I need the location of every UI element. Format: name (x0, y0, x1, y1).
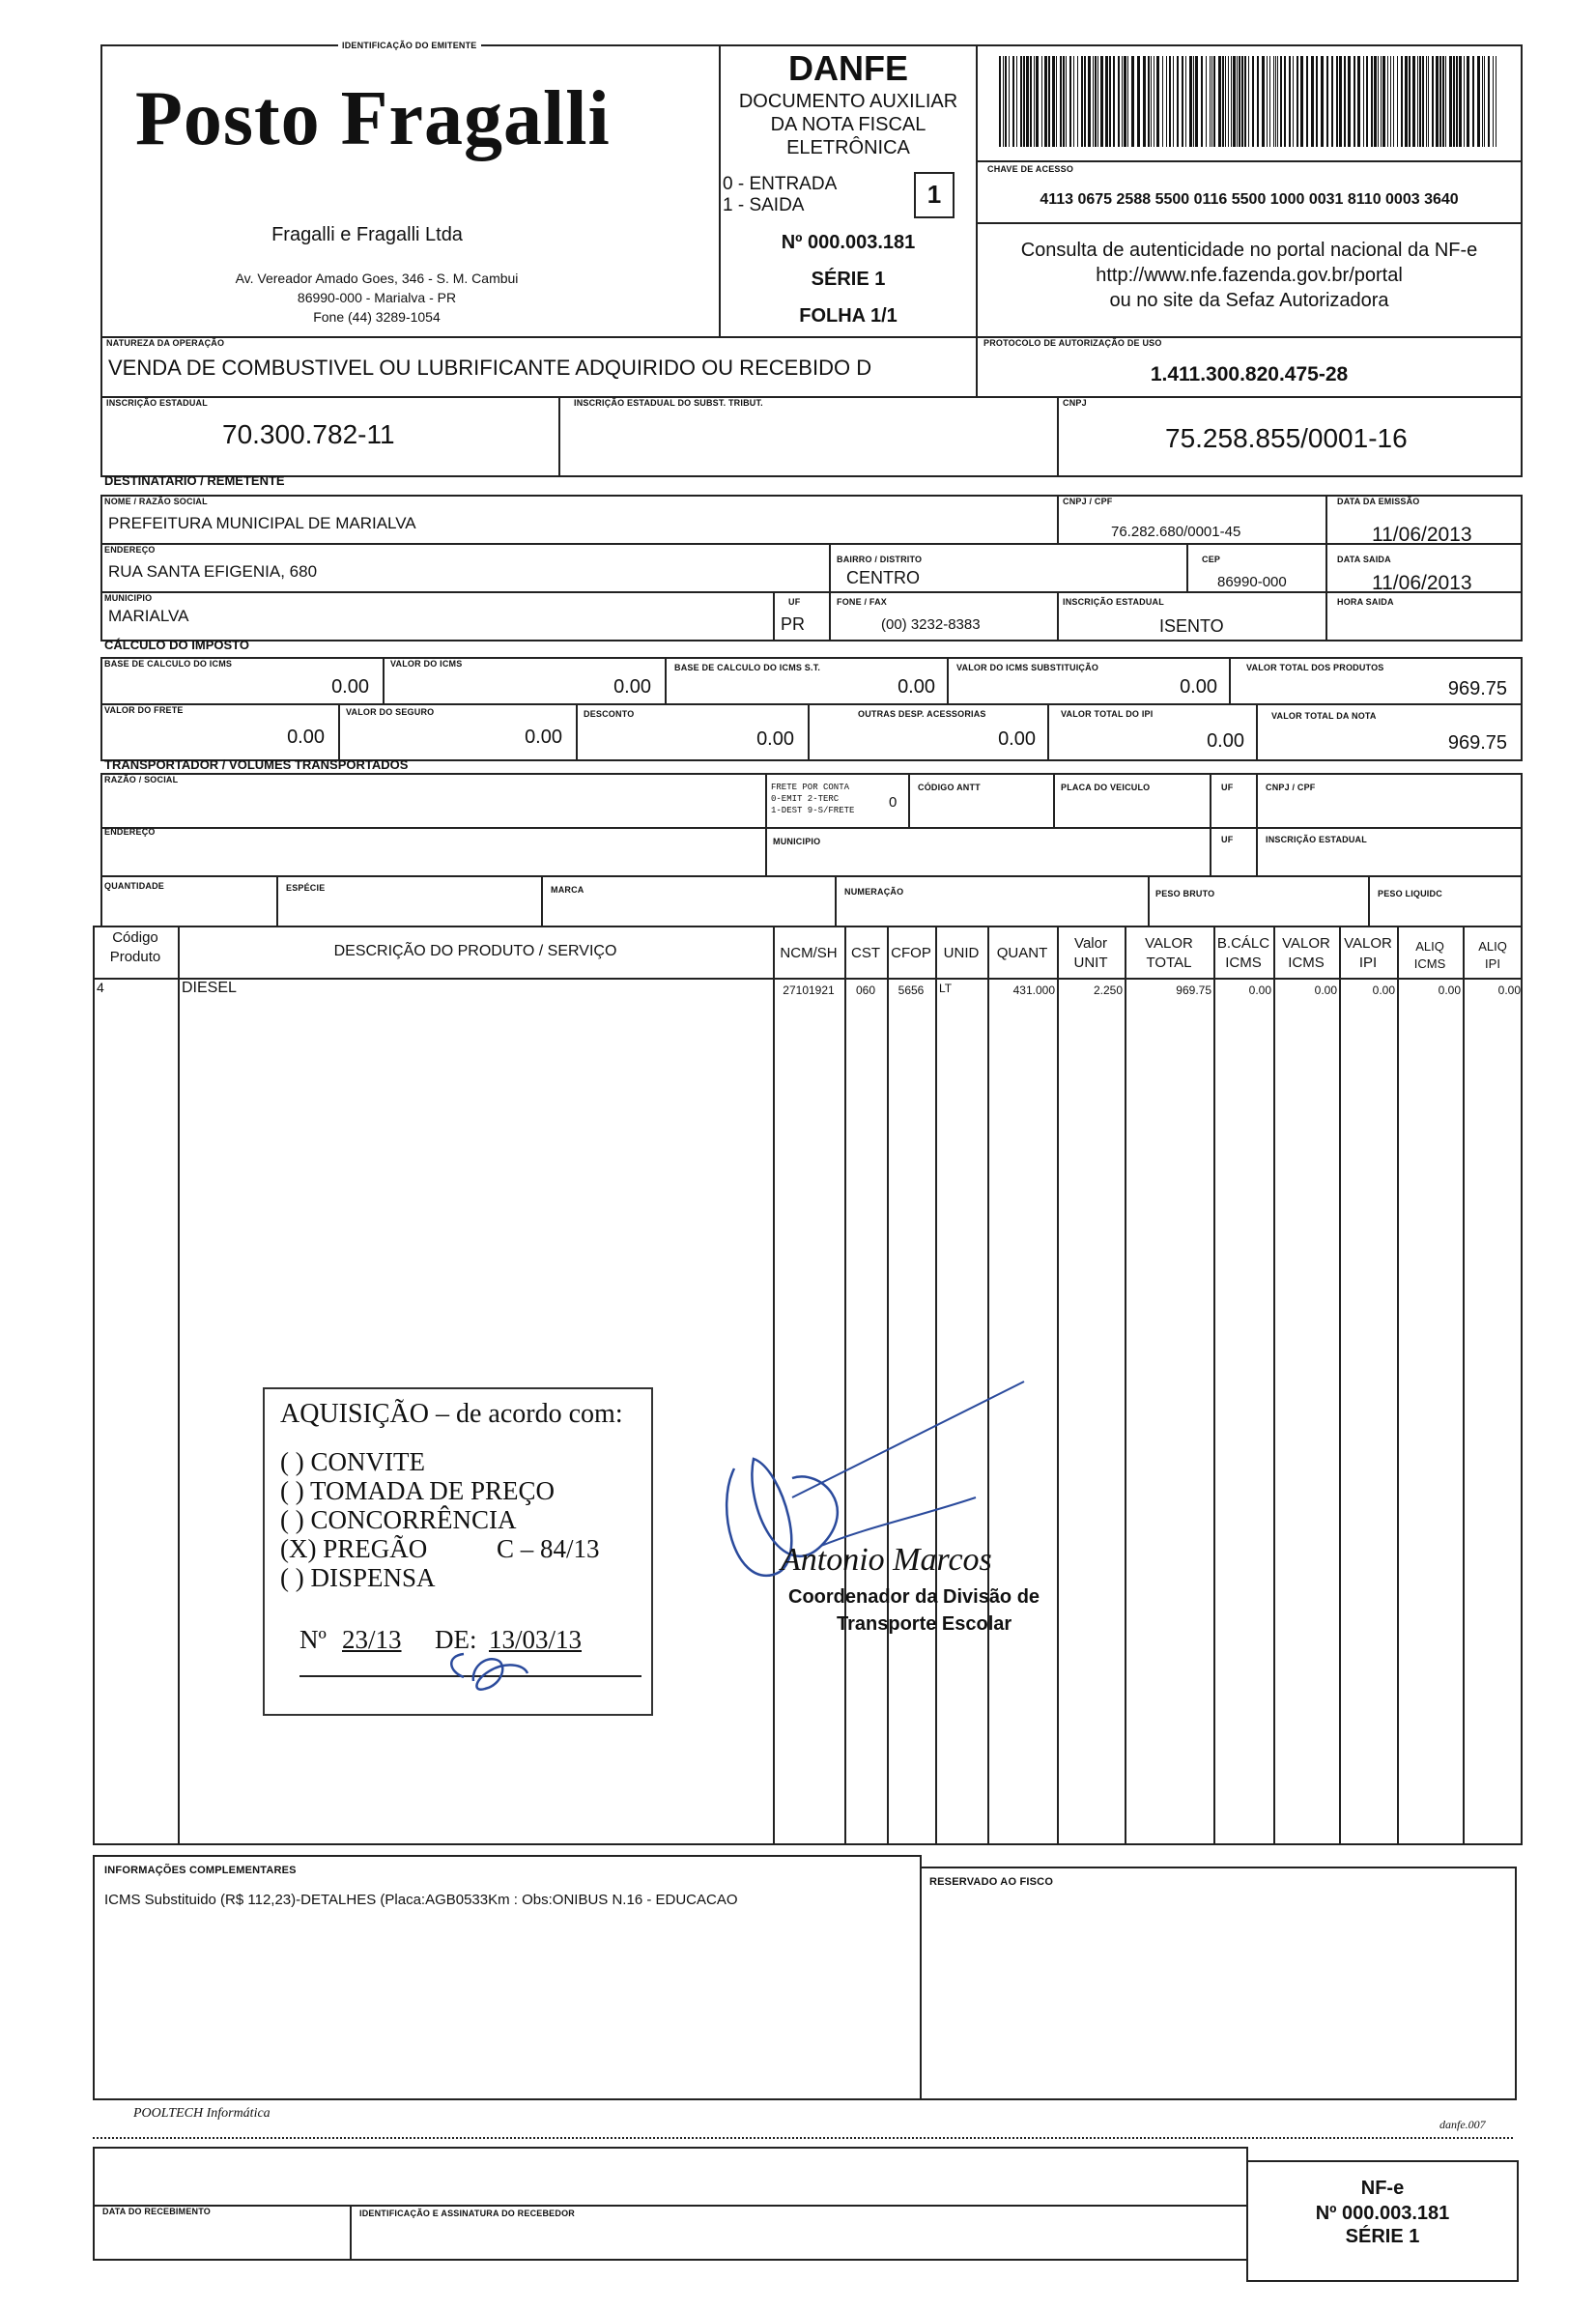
barcode-bar (1393, 56, 1394, 147)
transp-frete-2: 0-EMIT 2-TERC (771, 794, 840, 804)
transp-uf2-label: UF (1221, 835, 1234, 844)
barcode-bar (1401, 56, 1403, 147)
barcode-bar (1044, 56, 1047, 147)
signature-name: Antonio Marcos (781, 1542, 992, 1578)
barcode-bar (1084, 56, 1086, 147)
transp-ie-label: INSCRIÇÃO ESTADUAL (1266, 835, 1367, 844)
barcode-bar (1331, 56, 1333, 147)
barcode-bar (1363, 56, 1364, 147)
barcode-bar (1348, 56, 1351, 147)
total-nota-label: VALOR TOTAL DA NOTA (1271, 711, 1377, 721)
danfe-subtitle-3: ELETRÔNICA (786, 137, 910, 158)
barcode-bar (1311, 56, 1314, 147)
barcode-bar (1357, 56, 1360, 147)
barcode-bar (1381, 56, 1382, 147)
dest-cnpj: 76.282.680/0001-45 (1111, 524, 1241, 540)
chave-label: CHAVE DE ACESSO (987, 164, 1074, 174)
danfe-saida: 1 - SAIDA (723, 195, 805, 215)
transp-placa-label: PLACA DO VEICULO (1061, 783, 1151, 792)
danfe-entrada: 0 - ENTRADA (723, 174, 838, 194)
barcode-bar (1030, 56, 1032, 147)
seguro-label: VALOR DO SEGURO (346, 707, 435, 717)
footer-ref: danfe.007 (1439, 2118, 1486, 2131)
dest-data-saida: 11/06/2013 (1372, 572, 1472, 594)
row-bcalc: 0.00 (1248, 983, 1271, 997)
dest-cep: 86990-000 (1217, 574, 1287, 590)
destinatario-section: DESTINATARIO / REMETENTE (104, 473, 285, 488)
th-vipi-2: IPI (1358, 955, 1378, 971)
dest-cep-label: CEP (1202, 555, 1221, 564)
emitente-logo: Posto Fragalli (135, 76, 611, 161)
frete-label: VALOR DO FRETE (104, 705, 184, 715)
th-vunit-2: UNIT (1073, 955, 1108, 971)
base-st: 0.00 (898, 676, 935, 698)
barcode-bar (1252, 56, 1254, 147)
barcode-bar (1169, 56, 1171, 147)
th-unid: UNID (943, 945, 980, 961)
transp-uf-label: UF (1221, 783, 1234, 792)
valor-icms-label: VALOR DO ICMS (390, 659, 463, 669)
transp-especie-label: ESPÉCIE (286, 883, 326, 893)
dest-municipio: MARIALVA (108, 607, 189, 625)
total-produtos: 969.75 (1447, 678, 1507, 699)
barcode-bar (1419, 56, 1421, 147)
barcode-bar (1148, 56, 1150, 147)
barcode-bar (1225, 56, 1226, 147)
transp-antt-label: CÓDIGO ANTT (918, 783, 981, 792)
ipi: 0.00 (1207, 730, 1244, 752)
natureza-value: VENDA DE COMBUSTIVEL OU LUBRIFICANTE ADQUIRIDO OU RECEBIDO D (108, 356, 872, 380)
barcode-bar (1213, 56, 1215, 147)
emitente-address-1: Av. Vereador Amado Goes, 346 - S. M. Cambui (235, 271, 519, 286)
outras: 0.00 (998, 728, 1036, 750)
row-vicms: 0.00 (1314, 983, 1337, 997)
barcode-bar (1218, 56, 1221, 147)
barcode-bar (1262, 56, 1265, 147)
barcode-bar (1422, 56, 1424, 147)
barcode-bar (1137, 56, 1140, 147)
base-icms-label: BASE DE CALCULO DO ICMS (104, 659, 233, 669)
barcode-bar (1048, 56, 1050, 147)
barcode-bar (1109, 56, 1111, 147)
dest-nome: PREFEITURA MUNICIPAL DE MARIALVA (108, 514, 416, 532)
barcode-bar (1020, 56, 1022, 147)
barcode-bar (1237, 56, 1238, 147)
barcode-bar (1012, 56, 1014, 147)
barcode-bar (1275, 56, 1276, 147)
dest-nome-label: NOME / RAZÃO SOCIAL (104, 497, 208, 506)
barcode-bar (1210, 56, 1211, 147)
fisco-label: RESERVADO AO FISCO (929, 1876, 1054, 1888)
row-aipi: 0.00 (1497, 983, 1521, 997)
stamp-de-label: DE: (435, 1625, 477, 1654)
barcode-bar (1118, 56, 1120, 147)
emitente-address-2: 86990-000 - Marialva - PR (297, 290, 457, 305)
th-cfop: CFOP (891, 945, 931, 961)
barcode-bar (1300, 56, 1303, 147)
signature-role-1: Coordenador da Divisão de (788, 1586, 1040, 1608)
outras-label: OUTRAS DESP. ACESSORIAS (858, 709, 986, 719)
barcode-bar (1009, 56, 1010, 147)
barcode-bar (1077, 56, 1078, 147)
dest-ie: ISENTO (1159, 616, 1224, 636)
stamp-opt1: ( ) CONVITE (280, 1447, 425, 1476)
barcode-bar (1189, 56, 1192, 147)
barcode-bar (1354, 56, 1355, 147)
barcode-bar (1066, 56, 1067, 147)
footer-brand: POOLTECH Informática (133, 2106, 271, 2121)
ie-st-label: INSCRIÇÃO ESTADUAL DO SUBST. TRIBUT. (574, 398, 763, 408)
barcode-bar (1231, 56, 1232, 147)
dest-data-saida-label: DATA SAIDA (1337, 555, 1391, 564)
th-vtotal-2: TOTAL (1146, 955, 1192, 971)
footer-serie: SÉRIE 1 (1345, 2226, 1420, 2247)
transp-quantidade-label: QUANTIDADE (104, 881, 164, 891)
th-bcalc-2: ICMS (1225, 955, 1262, 971)
barcode-bar (1097, 56, 1098, 147)
row-vipi: 0.00 (1372, 983, 1395, 997)
barcode-bar (1100, 56, 1103, 147)
barcode-bar (1482, 56, 1483, 147)
barcode-bar (1036, 56, 1039, 147)
th-ncm: NCM/SH (780, 945, 838, 961)
barcode-bar (1156, 56, 1159, 147)
dest-uf-label: UF (788, 597, 801, 607)
barcode-bar (1412, 56, 1415, 147)
row-quant: 431.000 (1012, 983, 1055, 997)
fisco-box (920, 1867, 1517, 2100)
aquisicao-stamp (263, 1387, 653, 1716)
barcode-bar (1269, 56, 1270, 147)
dest-data-emissao-label: DATA DA EMISSÃO (1337, 497, 1420, 506)
th-vicms-1: VALOR (1282, 935, 1330, 952)
barcode-bar (1162, 56, 1163, 147)
barcode-bar (1241, 56, 1243, 147)
danfe-tipo: 1 (926, 180, 942, 209)
barcode-bar (1206, 56, 1207, 147)
barcode-bar (1185, 56, 1186, 147)
barcode-bar (1063, 56, 1065, 147)
emitente-label: IDENTIFICAÇÃO DO EMITENTE (338, 41, 481, 50)
barcode-bar (1493, 56, 1494, 147)
th-descricao: DESCRIÇÃO DO PRODUTO / SERVIÇO (333, 943, 617, 959)
barcode-bar (1405, 56, 1408, 147)
danfe-subtitle-1: DOCUMENTO AUXILIAR (738, 91, 958, 112)
cnpj-value: 75.258.855/0001-16 (1165, 423, 1408, 453)
barcode-bar (1277, 56, 1278, 147)
valor-icms: 0.00 (613, 676, 651, 698)
barcode-bar (1387, 56, 1388, 147)
signature-role-2: Transporte Escolar (837, 1613, 1012, 1635)
valor-st: 0.00 (1180, 676, 1217, 698)
barcode-bar (1449, 56, 1452, 147)
barcode-bar (1034, 56, 1035, 147)
barcode-bar (1344, 56, 1346, 147)
stamp-title: AQUISIÇÃO – de acordo com: (280, 1399, 623, 1429)
barcode-bar (1442, 56, 1444, 147)
recebimento-box (93, 2147, 1248, 2261)
barcode-bar (1484, 56, 1485, 147)
barcode-bar (1151, 56, 1152, 147)
danfe-title: DANFE (788, 48, 908, 88)
base-st-label: BASE DE CALCULO DO ICMS S.T. (674, 663, 821, 672)
barcode-bar (1143, 56, 1146, 147)
protocolo-value: 1.411.300.820.475-28 (1150, 363, 1349, 385)
stamp-numero: 23/13 (342, 1625, 402, 1654)
barcode-bar (1122, 56, 1123, 147)
dest-cnpj-label: CNPJ / CPF (1063, 497, 1113, 506)
seguro: 0.00 (525, 727, 562, 748)
row-vunit: 2.250 (1093, 983, 1123, 997)
protocolo-label: PROTOCOLO DE AUTORIZAÇÃO DE USO (983, 338, 1162, 348)
barcode-bar (1284, 56, 1286, 147)
th-vicms-2: ICMS (1288, 955, 1325, 971)
row-aicms: 0.00 (1438, 983, 1461, 997)
ie-label: INSCRIÇÃO ESTADUAL (106, 398, 208, 408)
imposto-section: CÁLCULO DO IMPOSTO (104, 638, 249, 652)
barcode-bar (1306, 56, 1308, 147)
chave-consulta-2[interactable]: http://www.nfe.fazenda.gov.br/portal (1096, 265, 1403, 286)
assinatura-label: IDENTIFICAÇÃO E ASSINATURA DO RECEBEDOR (359, 2209, 575, 2218)
stamp-opt4-code: C – 84/13 (497, 1534, 600, 1563)
barcode-image (999, 56, 1499, 147)
barcode-bar (1127, 56, 1128, 147)
transp-razao-label: RAZÃO / SOCIAL (104, 775, 179, 784)
barcode-bar (1124, 56, 1126, 147)
transp-marca-label: MARCA (551, 885, 584, 895)
barcode-bar (1233, 56, 1236, 147)
dest-endereco: RUA SANTA EFIGENIA, 680 (108, 562, 318, 581)
emitente-phone: Fone (44) 3289-1054 (313, 309, 441, 325)
th-bcalc-1: B.CÁLC (1216, 935, 1270, 952)
barcode-bar (1052, 56, 1055, 147)
ipi-label: VALOR TOTAL DO IPI (1061, 709, 1154, 719)
dest-uf: PR (781, 614, 806, 634)
barcode-bar (1267, 56, 1268, 147)
dest-municipio-label: MUNICIPIO (104, 593, 153, 603)
dest-fone-label: FONE / FAX (837, 597, 888, 607)
barcode-bar (1366, 56, 1368, 147)
transp-cnpj-label: CNPJ / CPF (1266, 783, 1316, 792)
barcode-bar (1248, 56, 1249, 147)
footer-nfe: NF-e (1360, 2178, 1405, 2199)
th-cst: CST (851, 945, 880, 961)
barcode-bar (1016, 56, 1017, 147)
barcode-bar (1439, 56, 1441, 147)
barcode-bar (1088, 56, 1091, 147)
barcode-bar (1477, 56, 1480, 147)
danfe-numero: Nº 000.003.181 (781, 232, 916, 253)
th-vipi-1: VALOR (1344, 935, 1392, 952)
barcode-bar (1222, 56, 1224, 147)
barcode-bar (1417, 56, 1418, 147)
transp-frete-1: FRETE POR CONTA (771, 783, 850, 792)
frete: 0.00 (287, 727, 325, 748)
chave-consulta-1: Consulta de autenticidade no portal nacional da NF-e (1020, 240, 1478, 261)
th-aicms-2: ICMS (1413, 956, 1446, 971)
th-vunit-1: Valor (1074, 935, 1107, 952)
barcode-bar (1293, 56, 1294, 147)
total-nota: 969.75 (1447, 732, 1507, 754)
stamp-numero-label: Nº (299, 1625, 327, 1654)
chave-consulta-3: ou no site da Sefaz Autorizadora (1109, 290, 1389, 311)
barcode-bar (1195, 56, 1198, 147)
row-cst: 060 (855, 983, 876, 997)
barcode-bar (1371, 56, 1373, 147)
barcode-bar (1436, 56, 1439, 147)
th-codigo-1: Código (112, 929, 158, 946)
footer-numero: Nº 000.003.181 (1315, 2203, 1450, 2224)
dest-ie-label: INSCRIÇÃO ESTADUAL (1063, 597, 1164, 607)
barcode-bar (1023, 56, 1025, 147)
barcode-bar (1321, 56, 1324, 147)
dest-endereco-label: ENDEREÇO (104, 545, 156, 555)
barcode-bar (1069, 56, 1071, 147)
th-quant: QUANT (996, 945, 1048, 961)
dest-data-emissao: 11/06/2013 (1372, 524, 1472, 546)
barcode-bar (1280, 56, 1282, 147)
emitente-razao: Fragalli e Fragalli Ltda (271, 224, 463, 245)
stamp-opt3: ( ) CONCORRÊNCIA (280, 1505, 517, 1534)
total-produtos-label: VALOR TOTAL DOS PRODUTOS (1246, 663, 1384, 672)
row-descricao: DIESEL (182, 980, 237, 996)
barcode-bar (1003, 56, 1004, 147)
th-aipi-2: IPI (1485, 956, 1500, 971)
barcode-bar (1273, 56, 1274, 147)
barcode-bar (1390, 56, 1391, 147)
ie-value: 70.300.782-11 (222, 419, 395, 449)
barcode-bar (1193, 56, 1194, 147)
barcode-bar (1211, 56, 1212, 147)
th-aipi-1: ALIQ (1478, 939, 1507, 954)
transp-peso-bruto-label: PESO BRUTO (1155, 889, 1215, 898)
barcode-bar (1105, 56, 1108, 147)
dest-hora-label: HORA SAIDA (1337, 597, 1394, 607)
danfe-folha: FOLHA 1/1 (799, 305, 898, 327)
row-vtotal: 969.75 (1176, 983, 1211, 997)
barcode-bar (1244, 56, 1246, 147)
barcode-bar (1093, 56, 1094, 147)
barcode-bar (1073, 56, 1074, 147)
barcode-bar (1166, 56, 1167, 147)
barcode-bar (1464, 56, 1465, 147)
barcode-bar (1041, 56, 1042, 147)
dest-fone: (00) 3232-8383 (881, 616, 981, 633)
barcode-bar (1453, 56, 1455, 147)
th-vtotal-1: VALOR (1145, 935, 1193, 952)
barcode-bar (1056, 56, 1057, 147)
transp-frete-3: 1-DEST 9-S/FRETE (771, 806, 855, 815)
th-codigo-2: Produto (109, 949, 161, 965)
barcode-bar (1060, 56, 1062, 147)
transp-frete-value: 0 (889, 794, 898, 811)
barcode-bar (1459, 56, 1462, 147)
barcode-bar (1426, 56, 1427, 147)
barcode-bar (999, 56, 1001, 147)
desconto-label: DESCONTO (584, 709, 635, 719)
transp-numeracao-label: NUMERAÇÃO (844, 887, 904, 897)
chave-value: 4113 0675 2588 5500 0116 5500 1000 0031 8110 0003 3640 (1040, 191, 1459, 208)
barcode-bar (1228, 56, 1229, 147)
cnpj-label: CNPJ (1063, 398, 1087, 408)
barcode-bar (1336, 56, 1338, 147)
info-label: INFORMAÇÕES COMPLEMENTARES (104, 1865, 297, 1876)
dest-bairro-label: BAIRRO / DISTRITO (837, 555, 923, 564)
transp-municipio-label: MUNICIPIO (773, 837, 821, 846)
danfe-subtitle-2: DA NOTA FISCAL (770, 114, 926, 135)
barcode-bar (1428, 56, 1429, 147)
barcode-bar (1177, 56, 1179, 147)
base-icms: 0.00 (331, 676, 369, 698)
barcode-bar (1445, 56, 1446, 147)
barcode-bar (1467, 56, 1469, 147)
transportador-section: TRANSPORTADOR / VOLUMES TRANSPORTADOS (104, 757, 409, 772)
barcode-bar (1432, 56, 1434, 147)
dest-bairro: CENTRO (846, 568, 920, 587)
transp-peso-liquido-label: PESO LIQUIDC (1378, 889, 1442, 898)
desconto: 0.00 (756, 728, 794, 750)
barcode-bar (1456, 56, 1458, 147)
transp-endereco-label: ENDEREÇO (104, 827, 156, 837)
barcode-bar (1239, 56, 1240, 147)
barcode-bar (1182, 56, 1183, 147)
info-value: ICMS Substituido (R$ 112,23)-DETALHES (Placa:AGB0533Km : Obs:ONIBUS N.16 - EDUCACAO (104, 1892, 738, 1908)
barcode-bar (1026, 56, 1029, 147)
barcode-bar (1081, 56, 1083, 147)
row-ncm: 27101921 (783, 983, 835, 997)
barcode-bar (1316, 56, 1318, 147)
barcode-bar (1297, 56, 1298, 147)
valor-st-label: VALOR DO ICMS SUBSTITUIÇÃO (956, 663, 1099, 672)
danfe-serie: SÉRIE 1 (811, 269, 886, 290)
barcode-bar (1397, 56, 1398, 147)
natureza-label: NATUREZA DA OPERAÇÃO (106, 338, 225, 348)
barcode-bar (1409, 56, 1411, 147)
row-cfop: 5656 (898, 983, 925, 997)
barcode-bar (1382, 56, 1385, 147)
barcode-bar (1326, 56, 1328, 147)
stamp-opt5: ( ) DISPENSA (280, 1563, 436, 1592)
stamp-data: 13/03/13 (489, 1625, 583, 1654)
recebimento-label: DATA DO RECEBIMENTO (102, 2207, 211, 2216)
barcode-bar (1131, 56, 1134, 147)
barcode-bar (1005, 56, 1007, 147)
th-aicms-1: ALIQ (1415, 939, 1444, 954)
barcode-bar (1374, 56, 1377, 147)
barcode-bar (1289, 56, 1291, 147)
footer-dotted-line (93, 2137, 1513, 2139)
stamp-opt2: ( ) TOMADA DE PREÇO (280, 1476, 556, 1505)
barcode-bar (1378, 56, 1379, 147)
barcode-bar (1173, 56, 1174, 147)
barcode-bar (1113, 56, 1115, 147)
barcode-bar (1472, 56, 1474, 147)
stamp-initials (435, 1642, 541, 1696)
barcode-bar (1339, 56, 1342, 147)
barcode-bar (1257, 56, 1259, 147)
stamp-opt4: (X) PREGÃO (280, 1534, 428, 1563)
barcode-bar (1488, 56, 1490, 147)
barcode-bar (1201, 56, 1203, 147)
row-codigo: 4 (97, 980, 104, 995)
barcode-bar (1095, 56, 1097, 147)
row-unid: LT (939, 982, 953, 995)
